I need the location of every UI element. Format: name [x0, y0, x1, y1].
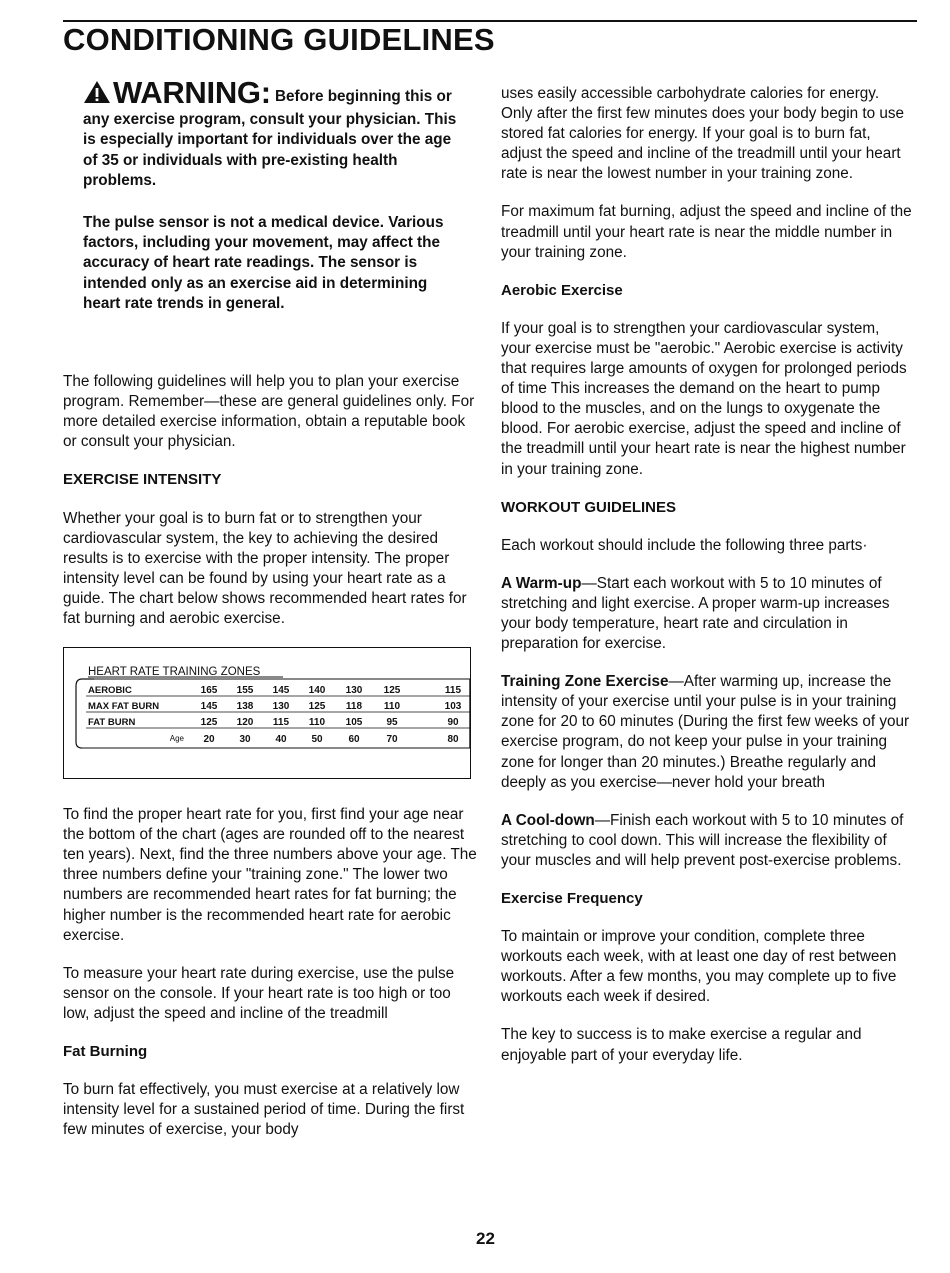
measure-paragraph: To measure your heart rate during exercise, use the pulse sensor on the console. If your heart rate is too high or too low, adjust the speed and incline of the treadmill: [63, 964, 455, 1022]
cooldown-paragraph: [501, 811, 913, 871]
chart-value: 115: [272, 717, 290, 729]
page-number: 22: [476, 1229, 495, 1248]
heart-rate-chart-frame: [63, 647, 471, 779]
fat-burning-continued: uses easily accessible carbohydrate calories for energy. Only after the first few minutes does your body begin to use stored fat calories for energy. If your goal is to burn fat, adjust the speed and incline of the treadmill until your heart rate is near the lowest number in your training zone.: [501, 85, 905, 183]
pulse-sensor-note: The pulse sensor is not a medical device. Various factors, including your movement, may affect the accuracy of heart rate readings. The sensor is intended only as an exercise aid in determining heart rate trends in general.: [83, 214, 444, 312]
chart-value: 95: [386, 717, 398, 729]
chart-age-value: 50: [311, 734, 323, 746]
warning-box: [83, 75, 458, 314]
exercise-intensity-heading: EXERCISE INTENSITY: [63, 471, 222, 489]
max-fat-paragraph: For maximum fat burning, adjust the speed and incline of the treadmill until your heart rate is near the middle number in your training zone.: [501, 203, 912, 261]
chart-value: 125: [383, 685, 401, 697]
chart-age-label: Age: [169, 734, 184, 744]
cooldown-text: —Finish each workout with 5 to 10 minutes of stretching to cool down. This will increase the flexibility of your muscles and will help prevent post-exercise problems.: [501, 811, 904, 869]
frequency-paragraph: To maintain or improve your condition, complete three workouts each week, with at least one day of rest between workouts. After a few months, you may complete up to five workouts each week if desired.: [501, 928, 897, 1006]
right-column: [501, 84, 913, 1084]
chart-age-value: 80: [447, 734, 459, 746]
training-zone-text: —After warming up, increase the intensity of your exercise until your pulse is in your training zone for 20 to 60 minutes (During the first few weeks of your exercise program, do not keep your pulse in your training zone for longer than 20 minutes.) Breathe regularly and deeply as you exercise—never hold your breath: [501, 673, 910, 791]
chart-value: 155: [236, 685, 254, 697]
left-column: [63, 75, 477, 1158]
chart-value: 110: [383, 701, 401, 713]
heart-rate-chart: [64, 648, 470, 778]
chart-value: 90: [447, 717, 459, 729]
cooldown-lead: A Cool-down: [501, 811, 595, 829]
chart-value: 103: [444, 701, 462, 713]
warning-text-1: or any exercise program, consult your physician. This is especially important for individuals over the age of 35 or individuals with pre-existing health problems.: [83, 88, 457, 189]
key-to-success-paragraph: The key to success is to make exercise a regular and enjoyable part of your everyday life.: [501, 1026, 862, 1064]
find-rate-paragraph: To find the proper heart rate for you, first find your age near the bottom of the chart (ages are rounded off to the nearest ten years). Next, find the three numbers above your age. The three numbers define your "training zone." The lower two numbers are recommended heart rates for fat burning; the higher number is the recommended heart rate for aerobic exercise.: [63, 806, 477, 944]
aerobic-paragraph: If your goal is to strengthen your cardiovascular system, your exercise must be "aerobic." Aerobic exercise is activity that requires large amounts of oxygen for prolonged periods of time This increases the demand on the heart to pump blood to the muscles, and on the lungs to oxygenate the blood. For aerobic exercise, adjust the speed and incline of the treadmill until your heart rate is near the highest number in your training zone.: [501, 319, 907, 478]
chart-age-value: 70: [386, 734, 398, 746]
chart-value: 120: [236, 717, 254, 729]
chart-age-value: 40: [275, 734, 287, 746]
chart-value: 145: [272, 685, 290, 697]
chart-title: HEART RATE TRAINING ZONES: [88, 666, 261, 679]
training-zone-paragraph: [501, 672, 913, 793]
warning-heading: WARNING:: [113, 75, 271, 110]
warmup-lead: A Warm-up: [501, 574, 582, 592]
warmup-text: —Start each workout with 5 to 10 minutes of stretching and light exercise. A proper warm-up increases your body temperature, heart rate and circulation in preparation for exercise.: [501, 574, 890, 653]
warning-paragraph: [83, 75, 458, 191]
exercise-frequency-heading: Exercise Frequency: [501, 890, 643, 907]
chart-value: 115: [444, 685, 462, 697]
chart-value: 105: [345, 717, 363, 729]
chart-value: 165: [200, 685, 218, 697]
fat-burning-heading: Fat Burning: [63, 1043, 148, 1060]
chart-value: 130: [345, 685, 363, 697]
chart-value: 130: [272, 701, 290, 713]
workout-intro: Each workout should include the following three parts·: [501, 536, 868, 554]
chart-value: 140: [308, 685, 326, 697]
chart-age-value: 20: [203, 734, 215, 746]
chart-value: 125: [308, 701, 326, 713]
chart-age-value: 60: [348, 734, 360, 746]
aerobic-heading: Aerobic Exercise: [501, 281, 623, 299]
warning-triangle-icon: [83, 80, 111, 110]
intensity-paragraph: Whether your goal is to burn fat or to strengthen your cardiovascular system, the key to achieving the desired results is to exercise with the proper intensity. The proper intensity level can be found by using your heart rate as a guide. The chart below shows recommended heart rates for fat burning and aerobic exercise.: [63, 509, 467, 627]
page-title: CONDITIONING GUIDELINES: [63, 22, 495, 57]
intro-paragraph: The following guidelines will help you to plan your exercise program. Remember—these are general guidelines only. For more detailed exercise information, obtain a reputable book or consult your physician.: [63, 373, 475, 451]
warmup-paragraph: [501, 574, 913, 654]
chart-value: 118: [345, 701, 363, 713]
chart-value: 125: [200, 717, 218, 729]
chart-row-label: FAT BURN: [88, 717, 136, 729]
chart-value: 145: [200, 701, 218, 713]
warning-lead: Before beginning this: [275, 88, 433, 105]
fat-burning-paragraph: To burn fat effectively, you must exercise at a relatively low intensity level for a sustained period of time. During the first few minutes of exercise, your body: [63, 1081, 465, 1139]
chart-value: 110: [308, 717, 326, 729]
chart-row-label: AEROBIC: [88, 685, 132, 697]
chart-row-label: MAX FAT BURN: [88, 701, 160, 713]
workout-guidelines-heading: WORKOUT GUIDELINES: [501, 498, 676, 516]
chart-value: 138: [236, 701, 254, 713]
training-zone-lead: Training Zone Exercise: [501, 673, 669, 691]
chart-age-value: 30: [239, 734, 251, 746]
